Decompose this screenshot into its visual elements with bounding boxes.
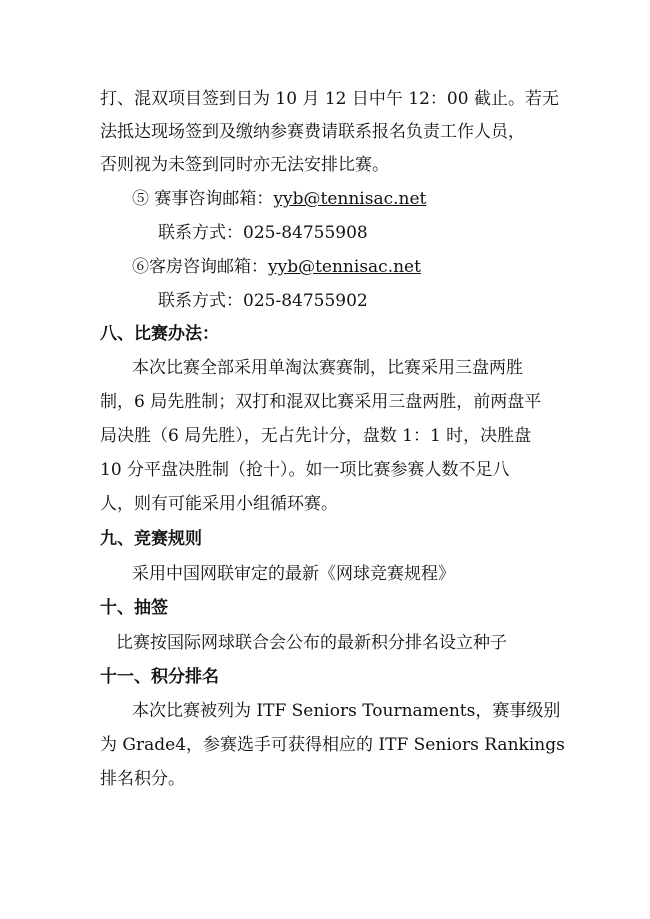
- paragraph-line: 10 分平盘决胜制（抢十）。如一项比赛参赛人数不足八: [100, 460, 510, 480]
- room-email-label: ⑥客房咨询邮箱：: [132, 257, 268, 277]
- paragraph-line: 局决胜（6 局先胜），无占先计分，盘数 1：1 时，决胜盘: [100, 426, 532, 446]
- section-heading-10: 十、抽签: [100, 598, 168, 618]
- event-phone-line: 联系方式：025-84755908: [158, 223, 368, 243]
- paragraph-line: 采用中国网联审定的最新《网球竞赛规程》: [132, 564, 455, 584]
- paragraph-line: 排名积分。: [100, 769, 185, 789]
- paragraph-line: 制，6 局先胜制；双打和混双比赛采用三盘两胜，前两盘平: [100, 392, 542, 412]
- paragraph-line: 本次比赛全部采用单淘汰赛赛制，比赛采用三盘两胜: [132, 358, 523, 378]
- room-contact-line: [132, 256, 421, 278]
- event-email-link[interactable]: yyb@tennisac.net: [273, 189, 427, 209]
- room-email-link[interactable]: yyb@tennisac.net: [268, 257, 421, 277]
- text-line: 打、混双项目签到日为 10 月 12 日中午 12：00 截止。若无: [100, 89, 559, 109]
- event-contact-line: [132, 188, 426, 210]
- paragraph-line: 人，则有可能采用小组循环赛。: [100, 494, 338, 514]
- text-line: 否则视为未签到同时亦无法安排比赛。: [100, 155, 389, 175]
- paragraph-line: 本次比赛被列为 ITF Seniors Tournaments，赛事级别: [132, 701, 561, 721]
- section-heading-9: 九、竞赛规则: [100, 529, 202, 549]
- room-phone-line: 联系方式：025-84755902: [158, 291, 368, 311]
- paragraph-line: 比赛按国际网球联合会公布的最新积分排名设立种子: [116, 633, 507, 653]
- section-heading-8: 八、比赛办法：: [100, 324, 219, 344]
- section-heading-11: 十一、积分排名: [100, 667, 219, 687]
- event-email-label: ⑤ 赛事咨询邮箱：: [132, 189, 274, 209]
- paragraph-line: 为 Grade4，参赛选手可获得相应的 ITF Seniors Rankings: [100, 735, 565, 755]
- text-line: 法抵达现场签到及缴纳参赛费请联系报名负责工作人员，: [100, 122, 525, 142]
